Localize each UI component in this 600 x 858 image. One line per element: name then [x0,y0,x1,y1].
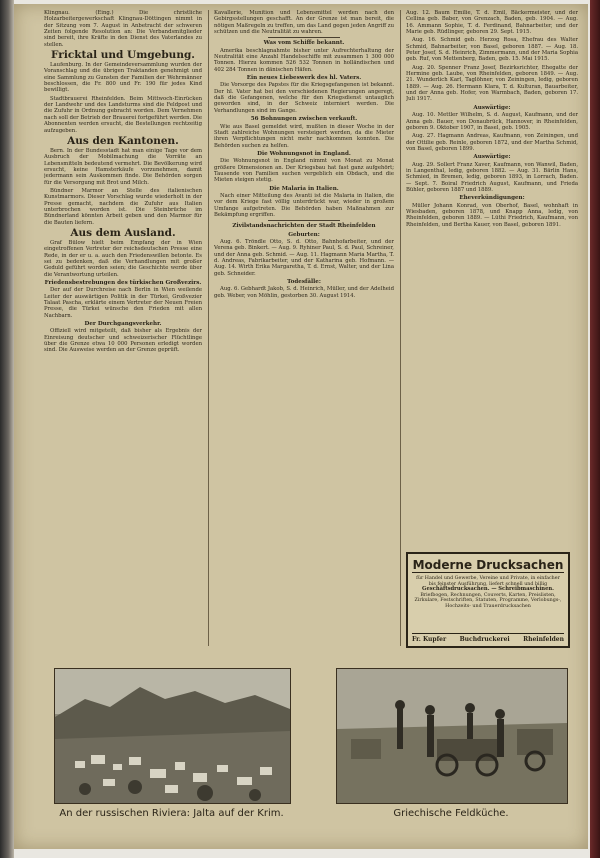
subheading: 56 Bohnungen zwischen verkauft. [250,116,358,123]
ad-label: Geschäftsdrucksachen. — Schreibmaschinen. [422,586,554,593]
article-text: Aug. 6. Gebhardt Jakob, S. d. Heinrich, Müller, und der Adelheid geb. Weber, von Möhlin, gestorben 30. August 1914. [214,286,394,299]
article-text: Nach einer Mitteilung des Avanti ist die Malaria in Italien, die vor dem Kriege fast völlig unterdrückt war, wieder in großem Umfange aufgetreten. Die Behörden haben Maßnahmen zur Bekämpfung ergriffen. [214,192,394,218]
photo-caption: Griechische Feldküche. [393,808,509,819]
article-text: Der auf der Durchreise nach Berlin in Wien weilende Leiter der auswärtigen Politik in der Türkei, Großvezier Talaat Pascha, erklärte einem Vertreter der Neuen Freien Presse, die Türkei wünsche den Frieden mit allen Nachbarn. [44,287,202,319]
article-text: Aug. 6. Tröndle Otto, S. d. Otto, Bahnhofarbeiter, und der Verena geb. Binkert. — Aug. 9. Ryhiner Paul, S. d. Paul, Schreiner, und der Anna geb. Schmid. — Aug. 11. Hagmann Maria Martha, T. d. Andreas, Fabrikarbeiter, und der Katharina geb. Hofmann. — Aug. 14. Wirth Erika Margaretha, T. d. Ernst, Walter, und der Lina geb. Schneider. [214,239,394,277]
article-text: Klingnau. (Eing.) Die christliche Holzarbeitergewerkschaft Klingnau-Döttingen nimmt in der Sitzung vom 7. August in Anbetracht der schweren Zeiten folgende Resolution an: Die Verbandsmitglieder sind bereit, ihre Kräfte in den Dienst des Vaterlandes zu stellen. [44,10,202,48]
article-text: Aug. 12. Baum Emilie, T. d. Emil, Bäckermeister, und der Cellina geb. Baber, von Grenzach, Baden, geb. 1904. — Aug. 16. Ammann Sophie, T. d. Ferdinand, Bahnarbeiter, und der Marie geb. Rüdlinger, geboren 29. Sept. 1915. [406,10,578,36]
article-text: Bern. In der Bundesstadt hat man einige Tage vor dem Ausbruch der Mobilmachung die Vorräte an Lebensmitteln bedeutend vermehrt. Die Bevölkerung wird ersucht, keine Hamsterkäufe vorzunehmen, damit jedermann sein Auskommen finde. Die Behörden sorgen für die Versorgung mit Brot und Milch. [44,147,202,186]
binding-edge [590,0,600,858]
column-right [406,10,578,550]
article-text: Müller Johann Konrad, von Oberhof, Basel, wohnhaft in Wiesbaden, geboren 1878, und Knapp Anna, ledig, von Rheinfelden, geboren 1889. — Lüthi Friedrich, Kaufmann, von Rheinfelden, und Bertha Kauer, von Basel, geboren 1891. [406,202,578,228]
photo-feldkueche-image [337,669,567,803]
column-left [44,10,202,646]
newspaper-page [14,4,588,849]
subheading: Ein neues Liebeswerk des hl. Vaters. [246,75,362,82]
photo-jalta [54,668,291,804]
article-text: Kavallerie, Munition und Lebensmittel werden nach den Gebirgsstellungen geschafft. An der Grenze ist man bereit, die nötigen Maßregeln zu treffen, um das Land gegen jeden Angriff zu schützen und die Neutralität zu wahren. [214,10,394,36]
subheading: Eheverkündigungen: [459,195,525,202]
article-text: Die Vorsorge des Papstes für die Kriegsgefangenen ist bekannt. Der hl. Vater hat bei den verschiedenen Regierungen angeregt, daß die Gefangenen, welche für den Kriegsdienst untauglich geworden sind, in der Schweiz interniert werden. Die Verhandlungen sind im Gange. [214,82,394,114]
article-text: Aug. 29. Sollert Franz Xaver, Kaufmann, von Wanwil, Baden, in Langenthal, ledig, geboren 1882. — Aug. 31. Bärlin Hans, Schmied, in Bremen, ledig, geboren 1893, in Lorrach, Baden. — Sept. 7. Boiral Friedrich August, Kaufmann, und Frieda Bühler, geboren 1887 und 1889. [406,161,578,193]
photo-caption: An der russischen Riviera: Jalta auf der Krim. [59,808,284,819]
article-text: Aug. 20. Spenner Franz Josef, Bezirksrichter, Ehegatte der Hermine geb. Laube, von Rheinfelden, geboren 1849. — Aug. 21. Wunderlich Karl, Taglöhner, von Zeiningen, ledig, geboren 1889. — Aug. 26. Hermann Klara, T. d. Kulturan, Bauarbeiter, und der Anna geb. Hofer, von Warmbach, Baden, geboren 17. Juli 1917. [406,64,578,103]
ad-title: Moderne Drucksachen [412,558,564,572]
book-spine [0,0,14,858]
column-middle [214,10,394,646]
article-text: Bündner Marmor an Stelle des italienischen Kunstmarmors. Dieser Vorschlag wurde wiederholt in der Presse gemacht, nachdem die Zufuhr aus Italien unterbrochen worden ist. Die Steinbrüche im Bündnerland könnten Arbeit geben und den Marmor für die Bauten liefern. [44,187,202,226]
article-text: Aug. 10. Mettler Wilhelm, S. d. August, Kaufmann, und der Anna geb. Bauer, von Donaubrück, Hannover, in Rheinfelden, geboren 9. Oktober 1907, in Basel, geb. 1905. [406,112,578,131]
ad-text: für Handel und Gewerbe, Vereine und Private, in einfacher bis feinster Ausführung, liefert schnell und billig [416,576,560,587]
article-text: Amerika beschlagnahmte bisher unter Aufrechterhaltung der Neutralität eine Anzahl Handelsschiffe mit zusammen 1 300 000 Tonnen. Hierzu kommen 526 532 Tonnen in holländischen und 402 284 Tonnen in dänischen Häfen. [214,47,394,73]
subheading: Todesfälle: [287,279,321,286]
article-text: Stadtbrauerei Rheinfelden. Beim Mittwoch-Einrücken der Landwehr und des Landsturms sind die Feldpost und die Zufuhr in Ordnung gebracht worden. Dem Vernehmen nach soll der Betrieb der Brauerei fortgeführt werden. Die Abonnenten werden ersucht, die Bestellungen rechtzeitig aufzugeben. [44,95,202,134]
article-text: Aug. 16. Schmid geb. Herzog Rosa, Ehefrau des Walter Schmid, Bahnarbeiter, von Basel, geboren 1887. — Aug. 18. Peter Josef, S. d. Heinrich, Zimmermann, und der Maria Sophia geb. Ruf, von Mettenberg, Baden, geb. 15. Mai 1915. [406,37,578,63]
article-text: Laufenburg. In der Gemeindeversammlung wurden der Voranschlag und die übrigen Traktanden genehmigt und eine Sammlung zu Gunsten der Familien der Wehrmänner beschlossen, die Fr. 800 und Fr. 190 für jedes Kind bewilligt. [44,62,202,94]
photo-jalta-image [55,669,290,803]
subheading: Auswärtige: [473,104,511,111]
section-heading: Aus den Kantonen. [67,134,179,147]
ad-footer [412,633,564,643]
section-heading: Fricktal und Umgebung. [51,49,195,62]
article-text: Aug. 27. Hagmann Andreas, Kaufmann, von Zeiningen, und der Ottilie geb. Reinle, geboren 1872, und der Martha Schmid, von Basel, geboren 1899. [406,133,578,152]
subheading: Auswärtige: [473,154,511,161]
article-text: Wie aus Basel gemeldet wird, mußten in dieser Woche in der Stadt zahlreiche Wohnungen versteigert werden, da die Mieter ihren Verpflichtungen nicht mehr nachkommen konnten. Die Behörden suchen zu helfen. [214,123,394,149]
column-rule [208,10,209,646]
divider [268,37,340,38]
article-text: Graf Bülow hielt beim Empfang der in Wien eingetroffenen Vertreter der reichsdeutschen Presse eine Rede, in der er u. a. auch den Friedenswillen betonte. Es sei zu bedenken, daß die Verhandlungen mit großer Geduld geführt worden seien; die Geschichte werde über die Verantwortung urteilen. [44,239,202,278]
divider [268,220,340,221]
ad-printer-town: Rheinfelden [523,636,564,643]
column-rule [400,10,401,646]
ad-printer-name: Fr. Kupfer [412,636,447,643]
subheading: Geburten: [288,231,320,238]
subheading: Zivilstandsnachrichten der Stadt Rheinfelden [232,223,376,230]
photo-feldkueche [336,668,568,804]
subheading: Die Wohnungsnot in England. [257,150,351,157]
subheading: Friedensbestrebungen des türkischen Großvezirs. [44,280,202,287]
advertisement-box [406,552,570,648]
article-text: Offiziell wird mitgeteilt, daß bisher als Ergebnis der Einreisung deutscher und schweizerischer Flüchtlinge über die Grenze etwa 10 000 Personen erledigt worden sind. Die Ausweise werden an der Grenze geprüft. [44,328,202,354]
subheading: Was vom Schiffe bekannt. [263,40,345,47]
ad-text: Briefbogen, Rechnungen, Couverts, Karten, Preislisten, Zirkulare, Festschriften, Statuten, Programme, Verlobungs-, Hochzeits- und Trauerdrucksachen [414,592,562,609]
article-text: Die Wohnungsnot in England nimmt von Monat zu Monat größere Dimensionen an. Der Kriegsbau hat fast ganz aufgehört; Tausende von Familien suchen vergeblich ein Obdach, und die Mieten steigen stetig. [214,158,394,184]
section-heading: Aus dem Ausland. [70,226,176,239]
subheading: Die Malaria in Italien. [269,185,339,192]
subheading: Der Durchgangsverkehr. [84,321,162,328]
ad-printer-type: Buchdruckerei [459,636,510,643]
